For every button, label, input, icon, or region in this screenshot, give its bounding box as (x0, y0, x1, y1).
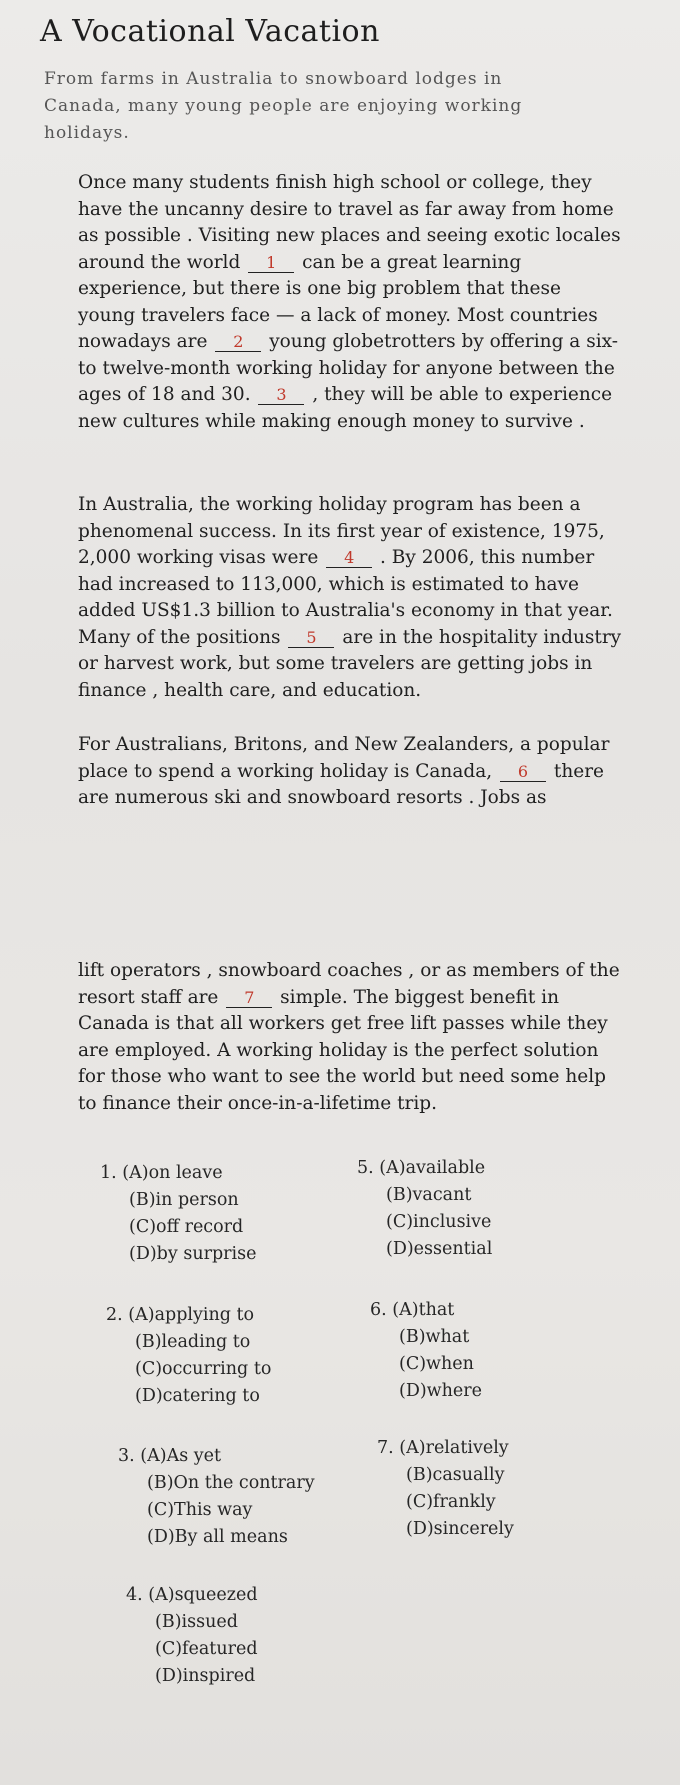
question-4 (126, 1582, 258, 1690)
paragraph-text: , they will be able to experience new cultures while making enough money to survive . (78, 384, 613, 432)
option-a: (A)As yet (140, 1446, 222, 1466)
option-c: (C)off record (129, 1217, 244, 1237)
paragraph-text: there are numerous ski and snowboard resorts . Jobs as (78, 760, 604, 808)
question-7 (377, 1435, 514, 1543)
option-d: (D)inspired (155, 1666, 256, 1686)
page-title: A Vocational Vacation (40, 14, 380, 49)
question-number: 2. (106, 1305, 123, 1325)
option-b: (B)On the contrary (147, 1473, 315, 1493)
question-3 (118, 1443, 315, 1551)
blank-2: 2 (215, 333, 261, 352)
question-number: 5. (357, 1158, 374, 1178)
question-number: 6. (370, 1300, 387, 1320)
paragraph-1 (78, 170, 623, 435)
paragraph-text: lift operators , snowboard coaches , or as members of the resort staff are (78, 960, 620, 1008)
option-d: (D)where (399, 1381, 483, 1401)
question-number: 7. (377, 1438, 394, 1458)
option-a: (A)on leave (122, 1163, 223, 1183)
question-5 (357, 1155, 492, 1263)
paragraph-text: . By 2006, this number had increased to 113,000, which is estimated to have added US$1.3 billion to Australia's economy in that year. Many of the positions (78, 547, 613, 648)
paragraph-3 (78, 732, 623, 812)
question-1 (100, 1160, 256, 1268)
blank-4: 4 (326, 549, 372, 568)
option-a: (A)available (379, 1158, 486, 1178)
paragraph-text: For Australians, Britons, and New Zealanders, a popular place to spend a working holiday is Canada, (78, 734, 610, 782)
blank-1: 1 (248, 254, 294, 273)
option-d: (D)By all means (147, 1527, 288, 1547)
paragraph-text: simple. The biggest benefit in Canada is that all workers get free lift passes while they are employed. A working holiday is the perfect solution for those who want to see the world but need some help to finance their once-in-a-lifetime trip. (78, 986, 608, 1114)
question-6 (370, 1297, 482, 1405)
option-c: (C)This way (147, 1500, 253, 1520)
option-b: (B)vacant (386, 1185, 472, 1205)
question-2 (106, 1302, 271, 1410)
option-a: (A)relatively (399, 1438, 509, 1458)
option-d: (D)catering to (135, 1386, 260, 1406)
paragraph-text: young globetrotters by offering a six- to twelve-month working holiday for anyone between the ages of 18 and 30. (78, 331, 618, 405)
paragraph-2 (78, 492, 623, 704)
option-c: (C)when (399, 1354, 474, 1374)
option-a: (A)that (392, 1300, 455, 1320)
paragraph-text: In Australia, the working holiday program has been a phenomenal success. In its first year of existence, 1975, 2,000 working visas were (78, 494, 605, 568)
blank-7: 7 (226, 989, 272, 1008)
blank-5: 5 (288, 629, 334, 648)
option-c: (C)occurring to (135, 1359, 272, 1379)
option-b: (B)leading to (135, 1332, 251, 1352)
blank-3: 3 (258, 386, 304, 405)
option-b: (B)what (399, 1327, 470, 1347)
paragraph-4 (78, 958, 623, 1117)
option-b: (B)issued (155, 1612, 238, 1632)
option-c: (C)inclusive (386, 1212, 492, 1232)
question-number: 1. (100, 1163, 117, 1183)
option-c: (C)featured (155, 1639, 258, 1659)
question-number: 3. (118, 1446, 135, 1466)
option-a: (A)squeezed (148, 1585, 258, 1605)
option-d: (D)by surprise (129, 1244, 257, 1264)
option-d: (D)sincerely (406, 1519, 514, 1539)
option-a: (A)applying to (128, 1305, 255, 1325)
paragraph-text: can be a great learning experience, but there is one big problem that these young travelers face — a lack of money. Most countries nowadays are (78, 251, 598, 352)
option-b: (B)casually (406, 1465, 505, 1485)
option-c: (C)frankly (406, 1492, 496, 1512)
paragraph-text: Once many students finish high school or college, they have the uncanny desire to travel as far away from home as possible . Visiting new places and seeing exotic locales around the world (78, 172, 621, 273)
blank-6: 6 (500, 763, 546, 782)
option-b: (B)in person (129, 1190, 239, 1210)
subtitle: From farms in Australia to snowboard lodges in Canada, many young people are enjoying working holidays. (44, 69, 523, 143)
paragraph-text: are in the hospitality industry or harvest work, but some travelers are getting jobs in finance , health care, and education. (78, 626, 622, 701)
option-d: (D)essential (386, 1239, 493, 1259)
question-number: 4. (126, 1585, 143, 1605)
